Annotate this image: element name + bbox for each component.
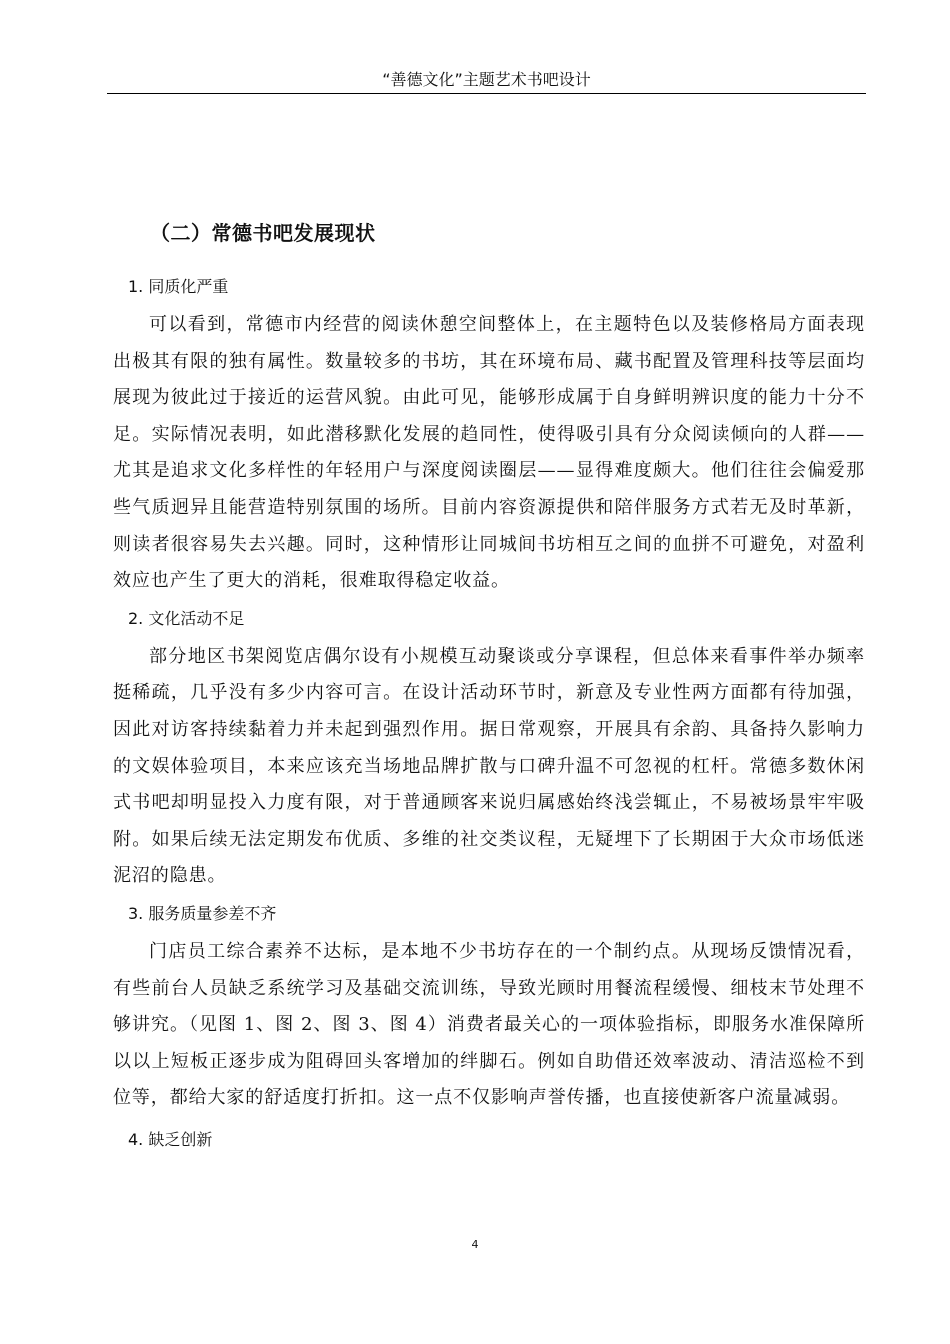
section-title: （二）常德书吧发展现状 [150, 221, 376, 245]
paragraph-2: 部分地区书架阅览店偶尔设有小规模互动聚谈或分享课程，但总体来看事件举办频率挺稀疏，几乎没有多少内容可言。在设计活动环节时，新意及专业性两方面都有待加强，因此对访客持续黏着力并未起到强烈作用。据日常观察，开展具有余韵、具备持久影响力的文娱体验项目，本来应该充当场地品牌扩散与口碑升温不可忽视的杠杆。常德多数休闲式书吧却明显投入力度有限，对于普通顾客来说归属感始终浅尝辄止，不易被场景牢牢吸附。如果后续无法定期发布优质、多维的社交类议程，无疑埋下了长期困于大众市场低迷泥沼的隐患。 [113, 645, 865, 887]
running-header: “善德文化”主题艺术书吧设计 [382, 70, 591, 89]
subsection-heading-2: 2. 文化活动不足 [128, 608, 245, 628]
subsection-heading-4: 4. 缺乏创新 [128, 1129, 213, 1149]
header-rule [107, 93, 866, 94]
page-number: 4 [471, 1238, 479, 1251]
paragraph-3: 门店员工综合素养不达标，是本地不少书坊存在的一个制约点。从现场反馈情况看，有些前台人员缺乏系统学习及基础交流训练，导致光顾时用餐流程缓慢、细枝末节处理不够讲究。（见图 1、图 2、图 3、图 4）消费者最关心的一项体验指标，即服务水准保障所以以上短板正逐步成为阻碍回头客增加的绊脚石。例如自助借还效率波动、清洁巡检不到位等，都给大家的舒适度打折扣。这一点不仅影响声誉传播，也直接使新客户流量减弱。 [113, 940, 865, 1109]
subsection-heading-1: 1. 同质化严重 [128, 277, 229, 296]
body-content [113, 270, 865, 1157]
subsection-heading-3: 3. 服务质量参差不齐 [128, 903, 277, 923]
paragraph-1: 可以看到，常德市内经营的阅读休憩空间整体上，在主题特色以及装修格局方面表现出极其有限的独有属性。数量较多的书坊，其在环境布局、藏书配置及管理科技等层面均展现为彼此过于接近的运营风貌。由此可见，能够形成属于自身鲜明辨识度的能力十分不足。实际情况表明，如此潜移默化发展的趋同性，使得吸引具有分众阅读倾向的人群——尤其是追求文化多样性的年轻用户与深度阅读圈层——显得难度颇大。他们往往会偏爱那些气质迥异且能营造特别氛围的场所。目前内容资源提供和陪伴服务方式若无及时革新，则读者很容易失去兴趣。同时，这种情形让同城间书坊相互之间的血拼不可避免，对盈利效应也产生了更大的消耗，很难取得稳定收益。 [113, 314, 865, 592]
